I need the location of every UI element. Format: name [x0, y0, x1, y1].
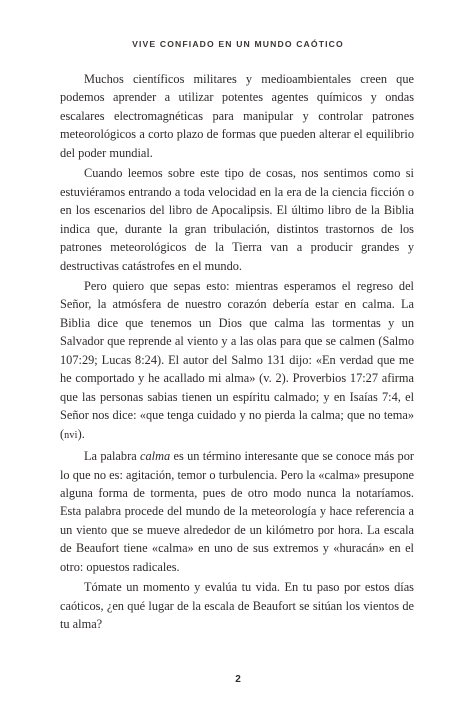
running-head: VIVE CONFIADO EN UN MUNDO CAÓTICO [132, 39, 344, 49]
page-number: 2 [235, 674, 241, 685]
italic-term-calma: calma [140, 449, 171, 464]
paragraph-3-text: Pero quiero que sepas esto: mientras esperamos el regreso del Señor, la atmósfera de nuestro corazón debería estar en calma. La Biblia dice que tenemos un Dios que calma las tormentas y un Salvador que reprende al viento y a las olas para que se calmen (Salmo 107:29; Lucas 8:24). El autor del Salmo 131 dijo: «En verdad que me he comportado y he acallado mi alma» (v. 2). Proverbios 17:27 afirma que las personas sabias tienen un espíritu calmado; y en Isaías 7:4, el Señor nos dice: «que tenga cuidado y no pierda la calma; que no tema» ( [60, 278, 414, 441]
paragraph-3 [60, 277, 414, 445]
paragraph-4-text: es un término interesante que se conoce más por lo que no es: agitación, temor o turbulencia. Pero la «calma» presupone alguna forma de tormenta, pues de otro modo nunca la notaríamos. Esta palabra procede del mundo de la meteorología y hace referencia a un viento que se mueve alrededor de un kilómetro por hora. La escala de Beaufort tiene «calma» en uno de sus extremos y «huracán» en el otro: opuestos radicales. [60, 449, 414, 574]
paragraph-4 [60, 447, 414, 576]
paragraph-5: Tómate un momento y evalúa tu vida. En tu paso por estos días caóticos, ¿en qué lugar de la escala de Beaufort se sitúan los vientos de tu alma? [60, 580, 414, 632]
bible-version-abbreviation: nvi [64, 429, 78, 441]
paragraph-4-opening: La palabra [84, 449, 140, 464]
paragraph-1: Muchos científicos militares y medioambientales creen que podemos aprender a utilizar potentes agentes químicos y ondas escalares electromagnéticas para manipular y controlar patrones meteorológicos a corto plazo de formas que pueden alterar el equilibrio del poder mundial. [60, 72, 414, 160]
body-text [60, 70, 414, 634]
paragraph-3-ending: ). [77, 426, 85, 441]
paragraph-2: Cuando leemos sobre este tipo de cosas, nos sentimos como si estuviéramos entrando a toda velocidad en la era de la ciencia ficción o en los escenarios del libro de Apocalipsis. El último libro de la Biblia indica que, durante la gran tribulación, distintos trastornos de los patrones meteorológicos de la Tierra van a producir grandes y destructivas catástrofes en el mundo. [60, 166, 414, 273]
